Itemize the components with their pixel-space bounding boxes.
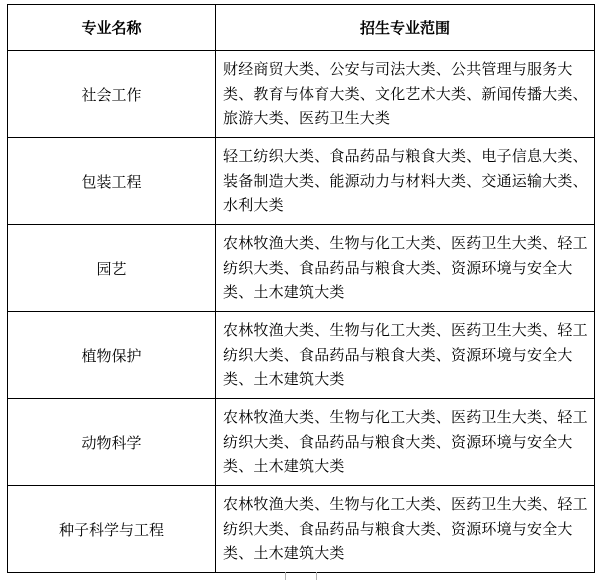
table-row [8,399,595,486]
scope-cell: 农林牧渔大类、生物与化工大类、医药卫生大类、轻工纺织大类、食品药品与粮食大类、资源环境与安全大类、土木建筑大类 [216,225,595,312]
page-edge-marks [285,572,317,580]
scope-cell: 财经商贸大类、公安与司法大类、公共管理与服务大类、教育与体育大类、文化艺术大类、新闻传播大类、旅游大类、医药卫生大类 [216,51,595,138]
major-name-cell: 植物保护 [8,312,216,399]
table-row [8,312,595,399]
major-name-cell: 社会工作 [8,51,216,138]
header-major-name: 专业名称 [8,5,216,51]
header-enrollment-scope: 招生专业范围 [216,5,595,51]
scope-cell: 农林牧渔大类、生物与化工大类、医药卫生大类、轻工纺织大类、食品药品与粮食大类、资源环境与安全大类、土木建筑大类 [216,399,595,486]
table-row [8,51,595,138]
table-row [8,225,595,312]
major-name-cell: 包装工程 [8,138,216,225]
scope-cell: 农林牧渔大类、生物与化工大类、医药卫生大类、轻工纺织大类、食品药品与粮食大类、资源环境与安全大类、土木建筑大类 [216,486,595,573]
table-row [8,138,595,225]
major-name-cell: 动物科学 [8,399,216,486]
majors-table [7,4,595,573]
table-row [8,486,595,573]
scope-cell: 轻工纺织大类、食品药品与粮食大类、电子信息大类、装备制造大类、能源动力与材料大类、交通运输大类、水利大类 [216,138,595,225]
major-name-cell: 园艺 [8,225,216,312]
major-name-cell: 种子科学与工程 [8,486,216,573]
table-header-row [8,5,595,51]
scope-cell: 农林牧渔大类、生物与化工大类、医药卫生大类、轻工纺织大类、食品药品与粮食大类、资源环境与安全大类、土木建筑大类 [216,312,595,399]
